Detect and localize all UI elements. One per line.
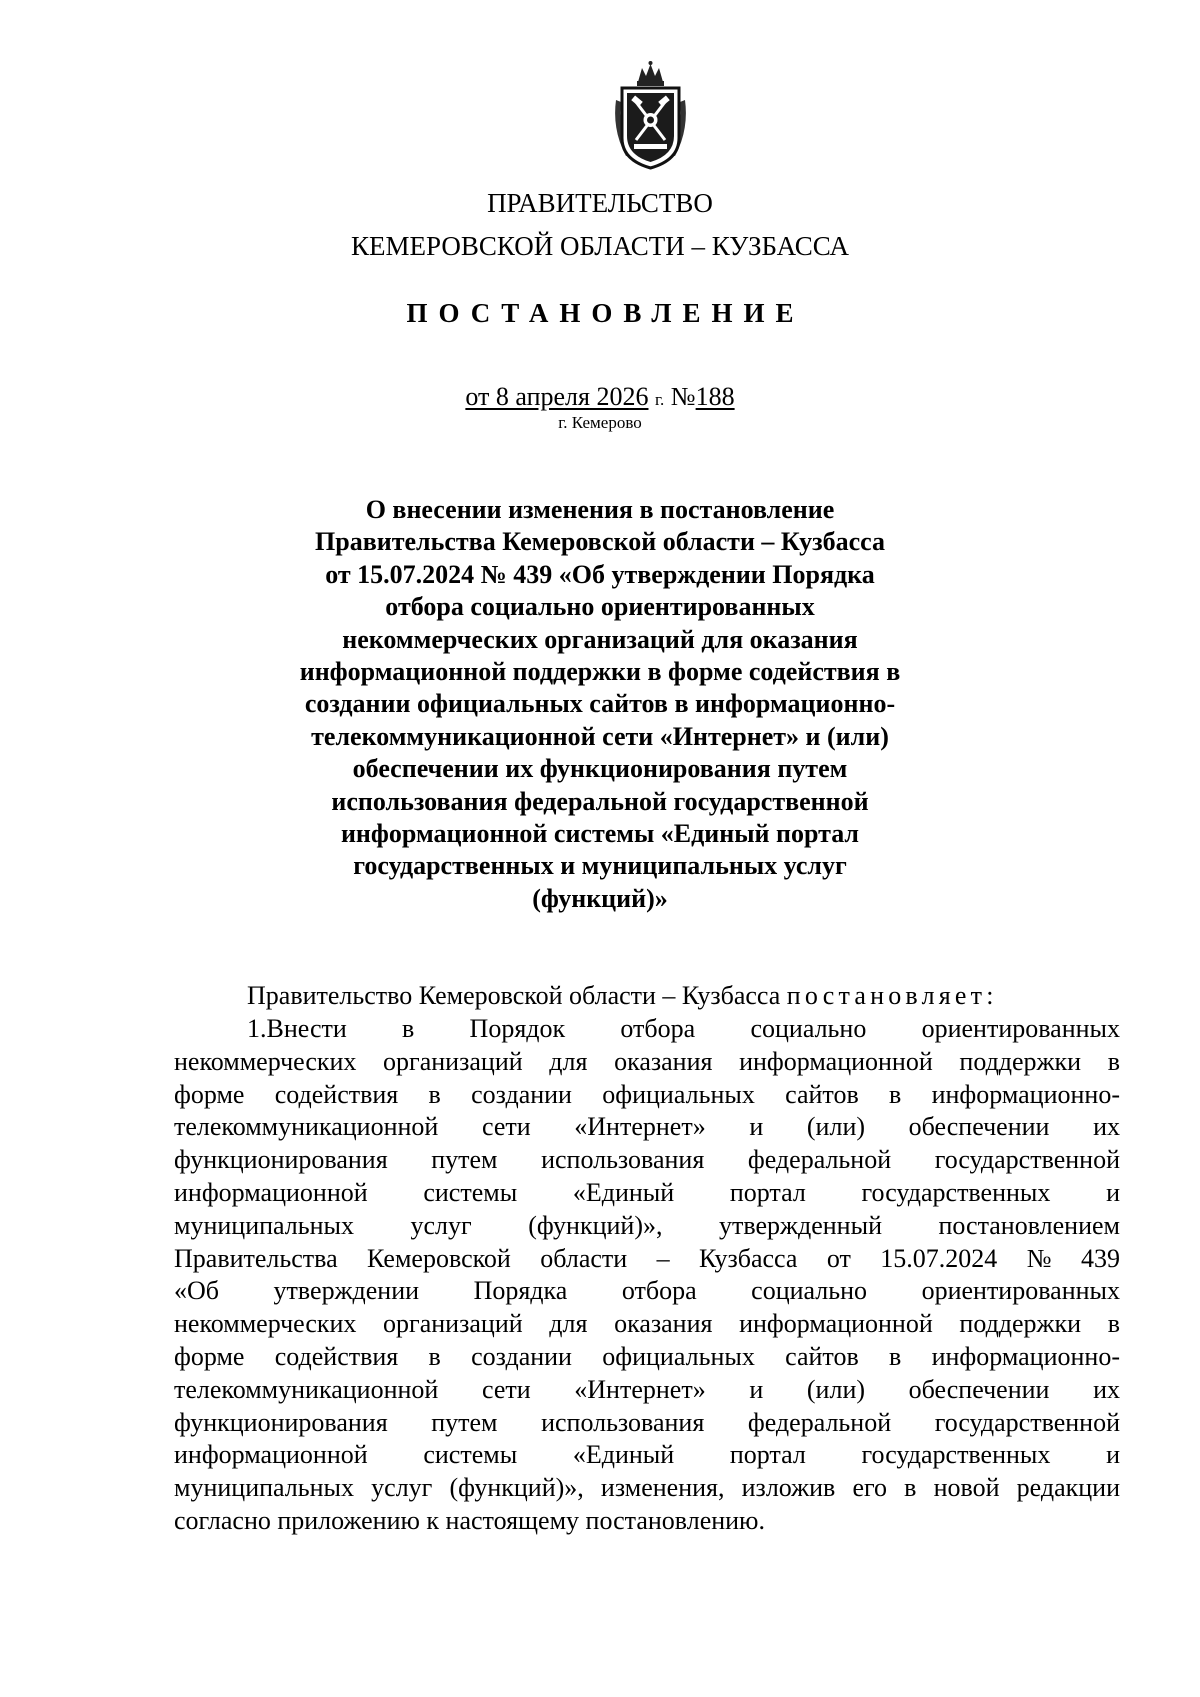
authority-name-line2: КЕМЕРОВСКОЙ ОБЛАСТИ – КУЗБАССА bbox=[351, 231, 849, 261]
paragraph-line: согласно приложению к настоящему постановлению. bbox=[174, 1505, 765, 1535]
title-line: некоммерческих организаций для оказания bbox=[342, 624, 858, 654]
paragraph-line bbox=[174, 1013, 1120, 1046]
title-line: О внесении изменения в постановление bbox=[365, 495, 835, 524]
paragraph-line: телекоммуникационной сети «Интернет» и (или) обеспечении их bbox=[174, 1112, 1120, 1142]
title-line: Правительства Кемеровской области – Кузбасса bbox=[315, 527, 885, 557]
paragraph-line: функционирования путем использования федеральной государственной bbox=[174, 1407, 1120, 1437]
kuzbass-coat-of-arms-icon bbox=[608, 60, 693, 170]
paragraph-line: телекоммуникационной сети «Интернет» и (или) обеспечении их bbox=[174, 1374, 1120, 1404]
paragraph-line: некоммерческих организаций для оказания информационной поддержки в bbox=[174, 1309, 1120, 1339]
paragraph-line: муниципальных услуг (функций)», утвержденный постановлением bbox=[174, 1210, 1120, 1240]
title-line: от 15.07.2024 № 439 «Об утверждении Порядка bbox=[325, 559, 875, 589]
paragraph-number: 1. bbox=[247, 1014, 267, 1043]
paragraph-line-text: Внести в Порядок отбора социально ориентированных bbox=[266, 1014, 1120, 1043]
number-sign: № bbox=[670, 382, 696, 411]
title-line: телекоммуникационной сети «Интернет» и (или) bbox=[311, 721, 889, 751]
title-line: (функций)» bbox=[532, 883, 668, 913]
document-type-heading: ПОСТАНОВЛЕНИЕ bbox=[406, 298, 805, 328]
intro-verb: постановляет: bbox=[786, 981, 998, 1010]
title-line: информационной системы «Единый портал bbox=[340, 819, 860, 849]
date-number-line bbox=[0, 382, 1200, 412]
paragraph-line: Правительства Кемеровской области – Кузбасса от 15.07.2024 № 439 bbox=[174, 1243, 1120, 1273]
title-line: государственных и муниципальных услуг bbox=[353, 851, 847, 881]
document-number: 188 bbox=[695, 382, 735, 411]
title-line: создании официальных сайтов в информационно- bbox=[304, 689, 896, 719]
title-line: отбора социально ориентированных bbox=[385, 592, 815, 622]
intro-subject: Правительство Кемеровской области – Кузбасса bbox=[247, 981, 781, 1010]
paragraph-line: «Об утверждении Порядка отбора социально ориентированных bbox=[174, 1276, 1120, 1306]
title-line: обеспечении их функционирования путем bbox=[352, 754, 848, 784]
document-date: от 8 апреля 2026 bbox=[465, 382, 649, 411]
document-place: г. Кемерово bbox=[558, 413, 642, 432]
paragraph-line: форме содействия в создании официальных сайтов в информационно- bbox=[174, 1341, 1120, 1371]
paragraph-line: некоммерческих организаций для оказания информационной поддержки в bbox=[174, 1046, 1120, 1076]
paragraph-line: информационной системы «Единый портал государственных и bbox=[174, 1440, 1120, 1470]
authority-name-line1: ПРАВИТЕЛЬСТВО bbox=[487, 188, 713, 218]
title-line: информационной поддержки в форме содействия в bbox=[299, 657, 901, 687]
paragraph-line: форме содействия в создании официальных сайтов в информационно- bbox=[174, 1079, 1120, 1109]
paragraph-1 bbox=[174, 1013, 1120, 1538]
document-title bbox=[260, 494, 940, 915]
paragraph-line: муниципальных услуг (функций)», изменения, изложив его в новой редакции bbox=[174, 1473, 1120, 1503]
title-line: использования федеральной государственной bbox=[331, 786, 869, 816]
resolution-intro bbox=[174, 980, 1120, 1013]
paragraph-line: информационной системы «Единый портал государственных и bbox=[174, 1177, 1120, 1207]
date-year-suffix: г. bbox=[654, 390, 665, 409]
paragraph-line: функционирования путем использования федеральной государственной bbox=[174, 1145, 1120, 1175]
